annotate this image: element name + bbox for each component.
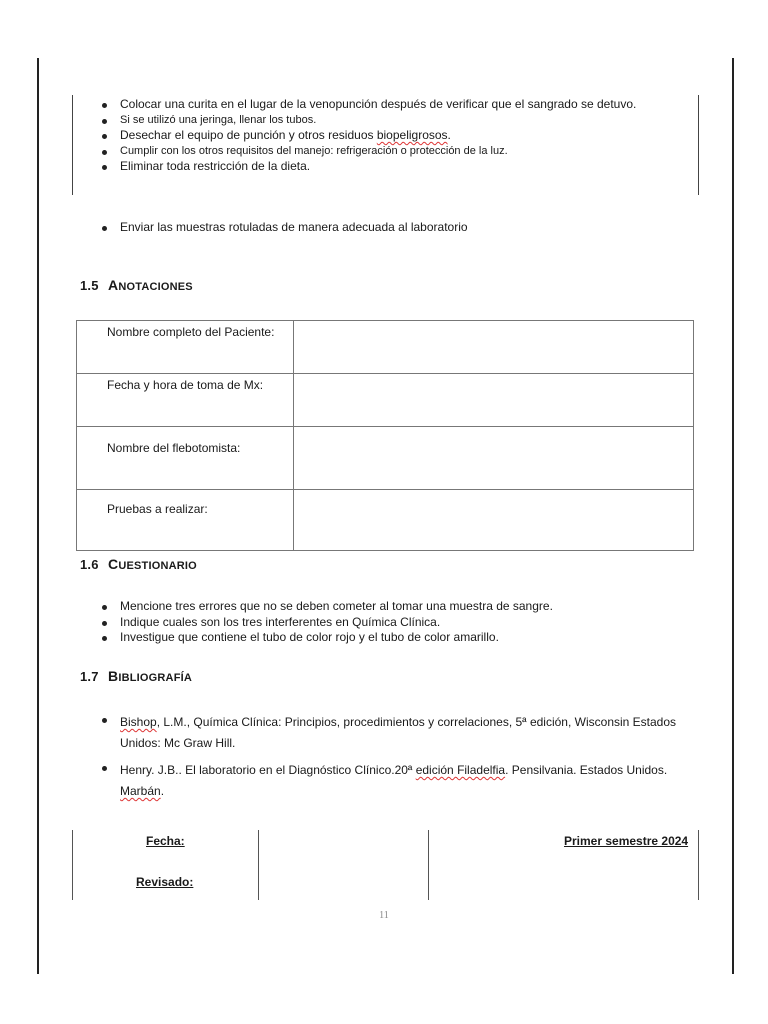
row-value[interactable] <box>294 321 694 374</box>
list-item: Henry. J.B.. El laboratorio en el Diagnóstico Clínico.20ª edición Filadelfia. Pensilvania. Estados Unidos. Marbán. <box>100 760 692 802</box>
table-row <box>77 427 694 490</box>
list-item: Indique cuales son los tres interferentes en Química Clínica. <box>100 615 553 631</box>
footer-divider <box>698 830 699 900</box>
table-row <box>77 321 694 374</box>
list-item: Colocar una curita en el lugar de la venopunción después de verificar que el sangrado se detuvo. <box>100 97 636 113</box>
bibliography-list <box>100 712 692 808</box>
section-heading-anotaciones: 1.5 ANOTACIONES <box>80 277 193 293</box>
list-item: Bishop, L.M., Química Clínica: Principios, procedimientos y correlaciones, 5ª edición, Wisconsin Estados Unidos: Mc Graw Hill. <box>100 712 692 754</box>
content-left-border <box>72 95 73 195</box>
footer-divider <box>72 830 73 900</box>
content-right-border <box>698 95 699 195</box>
footer-divider <box>428 830 429 900</box>
row-value[interactable] <box>294 427 694 490</box>
semester-label: Primer semestre 2024 <box>564 834 689 848</box>
row-label: Fecha y hora de toma de Mx: <box>77 374 294 427</box>
list-item: Desechar el equipo de punción y otros residuos biopeligrosos. <box>100 128 636 144</box>
section-heading-bibliografia: 1.7 BIBLIOGRAFÍA <box>80 668 193 684</box>
table-row <box>77 490 694 551</box>
list-item: Mencione tres errores que no se deben cometer al tomar una muestra de sangre. <box>100 599 553 615</box>
page-right-border <box>732 58 734 974</box>
section-heading-cuestionario: 1.6 CUESTIONARIO <box>80 556 197 572</box>
fecha-label: Fecha: <box>146 834 185 848</box>
row-label: Pruebas a realizar: <box>77 490 294 551</box>
list-item: Investigue que contiene el tubo de color rojo y el tubo de color amarillo. <box>100 630 553 646</box>
signature-footer <box>72 830 700 900</box>
page-number: 11 <box>379 910 389 921</box>
row-value[interactable] <box>294 374 694 427</box>
row-label: Nombre del flebotomista: <box>77 427 294 490</box>
footer-divider <box>258 830 259 900</box>
spellcheck-word: biopeligrosos <box>376 128 448 142</box>
row-label: Nombre completo del Paciente: <box>77 321 294 374</box>
page-left-border <box>37 58 39 974</box>
list-item: Eliminar toda restricción de la dieta. <box>100 159 636 175</box>
annotations-table <box>76 320 694 551</box>
questionnaire-list <box>100 599 553 646</box>
spellcheck-word: edición Filadelfia <box>415 763 506 777</box>
list-item: Si se utilizó una jeringa, llenar los tubos. <box>100 113 636 129</box>
list-item: Cumplir con los otros requisitos del manejo: refrigeración o protección de la luz. <box>100 144 636 160</box>
list-item: Enviar las muestras rotuladas de manera adecuada al laboratorio <box>100 220 468 235</box>
procedure-steps-list <box>100 97 636 175</box>
table-row <box>77 374 694 427</box>
row-value[interactable] <box>294 490 694 551</box>
spellcheck-word: Marbán <box>120 784 161 798</box>
revisado-label: Revisado: <box>136 875 194 889</box>
send-samples-list <box>100 220 468 235</box>
spellcheck-word: Bishop <box>120 715 157 729</box>
